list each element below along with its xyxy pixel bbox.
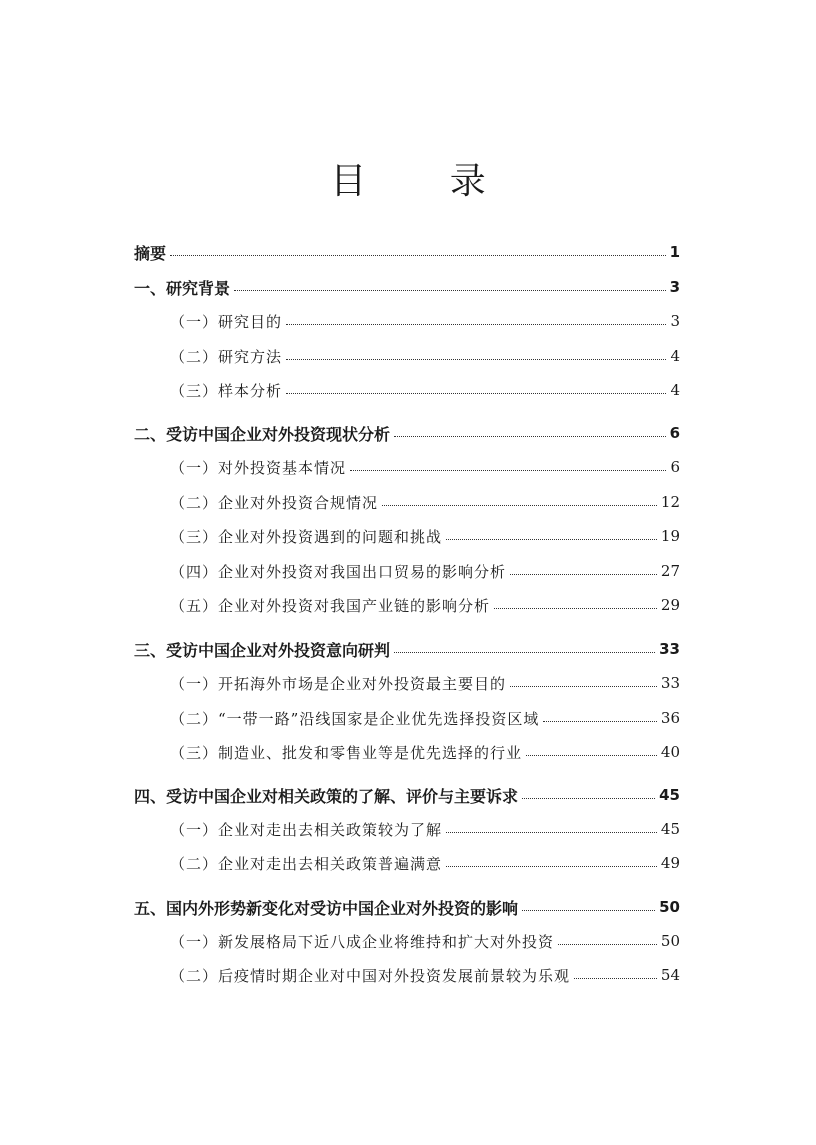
- toc-entry-5-1[interactable]: [134, 929, 680, 953]
- dot-leader: [522, 798, 655, 799]
- toc-entry-page: 6: [670, 458, 680, 476]
- dot-leader: [543, 721, 657, 722]
- toc-entry-page: 50: [660, 932, 680, 950]
- dot-leader: [382, 505, 657, 506]
- toc-entry-section-1[interactable]: [134, 275, 680, 299]
- toc-entry-label: （二）“一带一路”沿线国家是企业优先选择投资区域: [170, 709, 540, 728]
- toc-entry-label: （二）企业对走出去相关政策普遍满意: [170, 854, 443, 873]
- dot-leader: [446, 539, 657, 540]
- toc-entry-label: （二）后疫情时期企业对中国对外投资发展前景较为乐观: [170, 966, 571, 985]
- toc-entry-1-3[interactable]: [134, 378, 680, 402]
- toc-entry-3-3[interactable]: [134, 740, 680, 764]
- toc-entry-page: 40: [660, 743, 680, 761]
- toc-entry-page: 27: [660, 562, 680, 580]
- toc-entry-2-2[interactable]: [134, 490, 680, 514]
- toc-entry-3-1[interactable]: [134, 671, 680, 695]
- dot-leader: [234, 290, 666, 291]
- toc-entry-2-3[interactable]: [134, 524, 680, 548]
- toc-entry-label: 五、国内外形势新变化对受访中国企业对外投资的影响: [134, 898, 519, 918]
- toc-entry-page: 36: [660, 709, 680, 727]
- dot-leader: [394, 436, 666, 437]
- dot-leader: [446, 832, 657, 833]
- toc-entry-abstract[interactable]: [134, 240, 680, 264]
- toc-entry-page: 54: [660, 966, 680, 984]
- toc-entry-label: 一、研究背景: [134, 278, 231, 298]
- toc-entry-page: 19: [660, 527, 680, 545]
- dot-leader: [286, 324, 666, 325]
- toc-entry-label: （一）新发展格局下近八成企业将维持和扩大对外投资: [170, 932, 555, 951]
- toc-entry-section-5[interactable]: [134, 895, 680, 919]
- toc-entry-2-4[interactable]: [134, 559, 680, 583]
- toc-entry-4-2[interactable]: [134, 851, 680, 875]
- toc-entry-4-1[interactable]: [134, 817, 680, 841]
- toc-entry-page: 50: [659, 898, 680, 916]
- toc-entry-label: （一）对外投资基本情况: [170, 458, 347, 477]
- toc-entry-label: 摘要: [134, 243, 167, 263]
- toc-entry-section-4[interactable]: [134, 783, 680, 807]
- toc-entry-2-5[interactable]: [134, 593, 680, 617]
- toc-entry-label: 二、受访中国企业对外投资现状分析: [134, 424, 391, 444]
- toc-entry-page: 33: [660, 674, 680, 692]
- toc-entry-label: 三、受访中国企业对外投资意向研判: [134, 640, 391, 660]
- toc-entry-label: （一）开拓海外市场是企业对外投资最主要目的: [170, 674, 507, 693]
- toc-entry-1-1[interactable]: [134, 309, 680, 333]
- toc-entry-page: 45: [660, 820, 680, 838]
- toc-entry-label: （一）企业对走出去相关政策较为了解: [170, 820, 443, 839]
- toc-entry-2-1[interactable]: [134, 455, 680, 479]
- dot-leader: [170, 255, 666, 256]
- toc-entry-label: （一）研究目的: [170, 312, 283, 331]
- toc-entry-section-2[interactable]: [134, 421, 680, 445]
- toc-entry-label: （二）企业对外投资合规情况: [170, 493, 379, 512]
- toc-entry-page: 4: [670, 347, 680, 365]
- dot-leader: [286, 359, 666, 360]
- toc-entry-label: （三）企业对外投资遇到的问题和挑战: [170, 527, 443, 546]
- dot-leader: [574, 978, 657, 979]
- page-title: 目 录: [330, 161, 522, 202]
- toc-entry-page: 1: [669, 243, 680, 261]
- dot-leader: [494, 608, 657, 609]
- dot-leader: [510, 574, 657, 575]
- dot-leader: [350, 470, 666, 471]
- toc-entry-section-3[interactable]: [134, 637, 680, 661]
- dot-leader: [522, 910, 655, 911]
- toc-entry-page: 45: [659, 786, 680, 804]
- toc-entry-label: （三）样本分析: [170, 381, 283, 400]
- toc-entry-page: 33: [659, 640, 680, 658]
- dot-leader: [286, 393, 666, 394]
- toc-entry-page: 12: [660, 493, 680, 511]
- toc-entry-page: 3: [669, 278, 680, 296]
- toc-entry-page: 6: [669, 424, 680, 442]
- dot-leader: [558, 944, 657, 945]
- toc-entry-page: 29: [660, 596, 680, 614]
- toc-entry-label: （四）企业对外投资对我国出口贸易的影响分析: [170, 562, 507, 581]
- dot-leader: [394, 652, 655, 653]
- dot-leader: [510, 686, 657, 687]
- toc-entry-label: （五）企业对外投资对我国产业链的影响分析: [170, 596, 491, 615]
- toc-entry-1-2[interactable]: [134, 344, 680, 368]
- toc-entry-5-2[interactable]: [134, 963, 680, 987]
- toc-entry-page: 49: [660, 854, 680, 872]
- toc-entry-page: 3: [670, 312, 680, 330]
- toc-entry-3-2[interactable]: [134, 706, 680, 730]
- dot-leader: [446, 866, 657, 867]
- table-of-contents: [134, 0, 680, 1145]
- toc-entry-label: 四、受访中国企业对相关政策的了解、评价与主要诉求: [134, 786, 519, 806]
- toc-entry-label: （三）制造业、批发和零售业等是优先选择的行业: [170, 743, 523, 762]
- dot-leader: [526, 755, 657, 756]
- toc-entry-page: 4: [670, 381, 680, 399]
- toc-entry-label: （二）研究方法: [170, 347, 283, 366]
